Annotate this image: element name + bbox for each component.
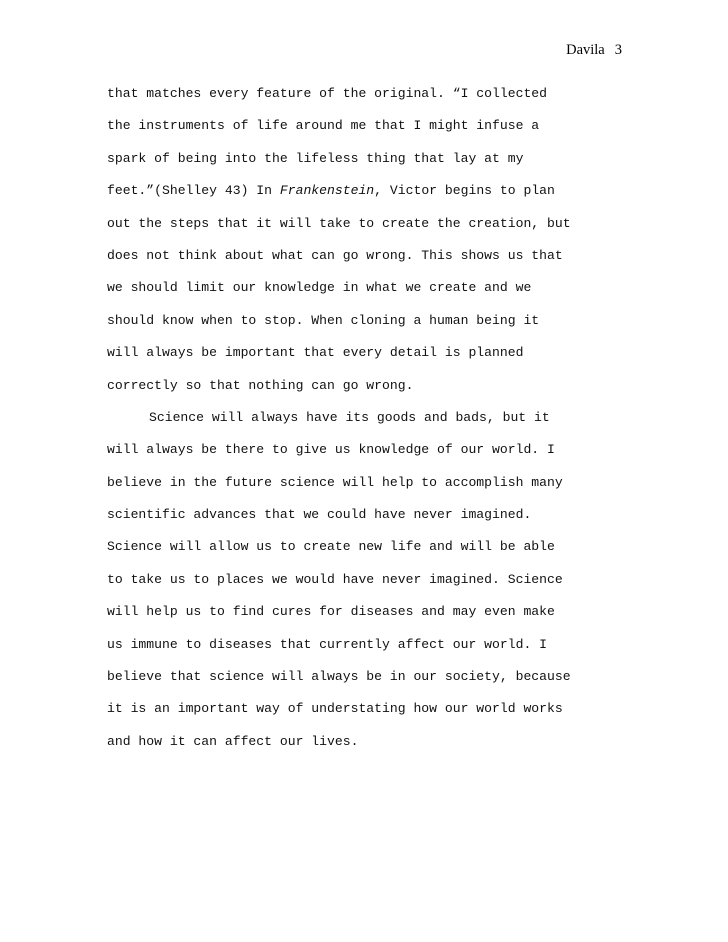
- text-line: does not think about what can go wrong. This shows us that: [107, 247, 563, 263]
- text-line: it is an important way of understating how our world works: [107, 701, 563, 717]
- text-line: correctly so that nothing can go wrong.: [107, 377, 414, 393]
- book-title: Frankenstein: [279, 183, 375, 199]
- text-line: will help us to find cures for diseases and may even make: [107, 604, 555, 620]
- paragraph-first-line: Science will always have its goods and bads, but it: [149, 409, 550, 425]
- text-line: scientific advances that we could have never imagined.: [107, 507, 532, 523]
- text-line: we should limit our knowledge in what we create and we: [107, 280, 532, 296]
- text-segment: feet.”(Shelley 43) In: [107, 183, 280, 199]
- author-surname: Davila: [566, 42, 605, 58]
- text-line: will always be important that every detail is planned: [107, 345, 524, 361]
- text-line: out the steps that it will take to create the creation, but: [107, 215, 571, 231]
- running-header: [566, 42, 622, 59]
- text-line: believe in the future science will help to accomplish many: [107, 474, 563, 490]
- text-line: spark of being into the lifeless thing that lay at my: [107, 150, 524, 166]
- text-line: will always be there to give us knowledge of our world. I: [107, 442, 555, 458]
- text-line: should know when to stop. When cloning a human being it: [107, 312, 540, 328]
- text-line: us immune to diseases that currently affect our world. I: [107, 636, 548, 652]
- text-segment: , Victor begins to plan: [374, 183, 555, 199]
- text-line: to take us to places we would have never imagined. Science: [107, 571, 563, 587]
- page-number: 3: [614, 42, 622, 58]
- essay-body: [107, 84, 667, 764]
- text-line-with-title: [107, 181, 667, 213]
- text-line: the instruments of life around me that I might infuse a: [107, 118, 540, 134]
- text-line: Science will allow us to create new life and will be able: [107, 539, 555, 555]
- text-line: and how it can affect our lives.: [107, 733, 359, 749]
- text-line: that matches every feature of the original. “I collected: [107, 86, 548, 101]
- text-line: believe that science will always be in our society, because: [107, 669, 571, 685]
